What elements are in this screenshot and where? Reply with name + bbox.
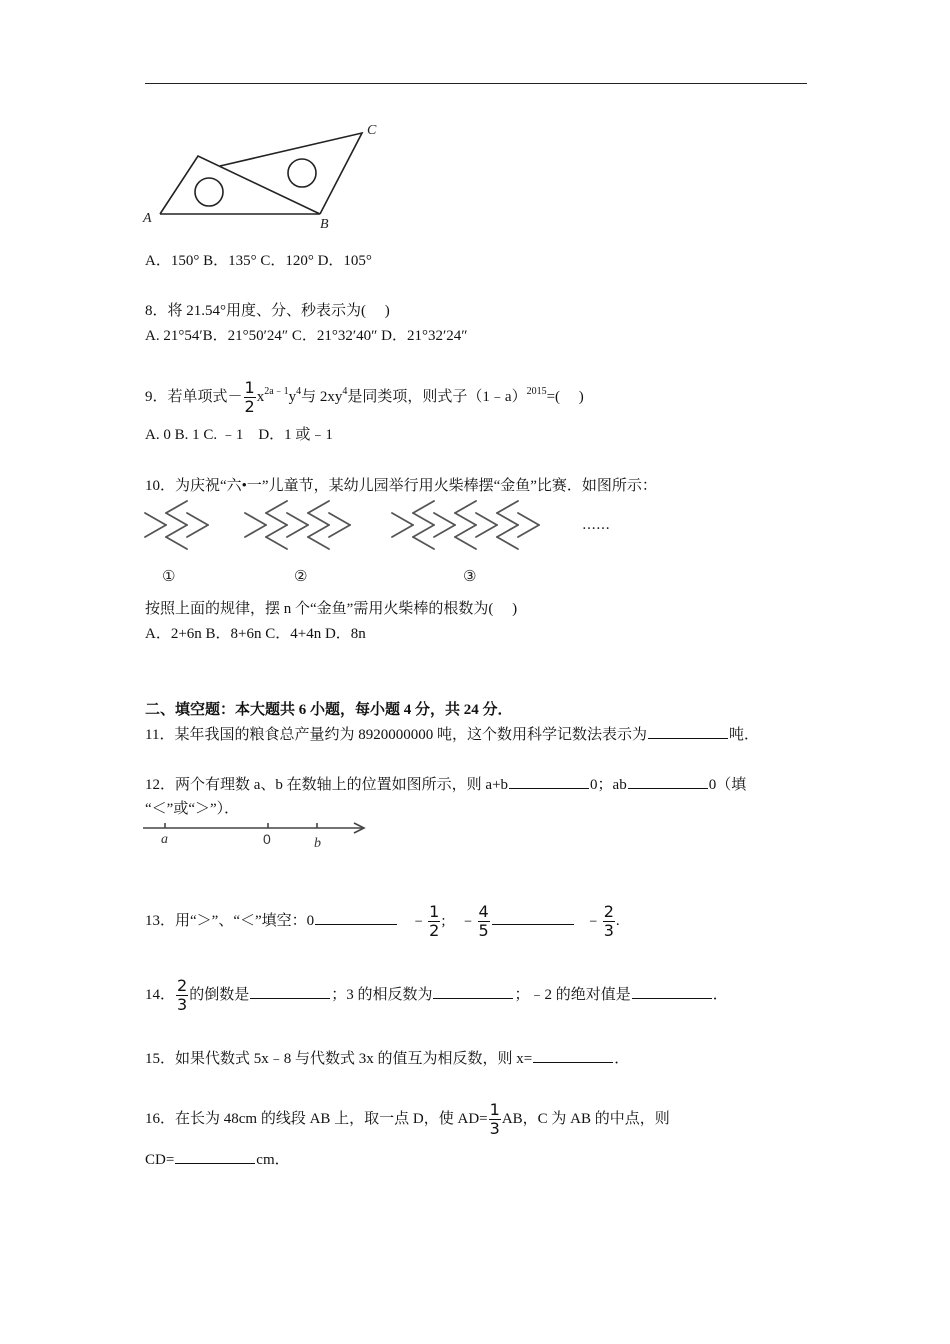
- q16-line2: CD= cm．: [145, 1149, 290, 1170]
- q8-options: A. 21°54′B．21°50′24″ C．21°32′40″ D．21°32′24″: [145, 328, 468, 344]
- label-c: C: [367, 123, 377, 138]
- q11-blank[interactable]: [648, 724, 728, 739]
- q14-fraction: $\frac{2}{3}$: [177, 976, 188, 1015]
- matchstick-figure: [140, 495, 640, 590]
- q14-blank-2[interactable]: [433, 984, 513, 999]
- q10-rule: 按照上面的规律，摆 n 个“金鱼”需用火柴棒的根数为( ): [145, 601, 518, 617]
- axis-label-0: 0: [263, 831, 271, 847]
- q14-blank-1[interactable]: [250, 984, 330, 999]
- axis-label-b: b: [314, 836, 321, 851]
- q12-blank-1[interactable]: [509, 774, 589, 789]
- q13-blank-1[interactable]: [315, 910, 397, 925]
- triangle-figure: [140, 118, 390, 233]
- label-a: A: [143, 211, 152, 226]
- axis-label-a: a: [161, 832, 168, 847]
- q13-fraction-2: $\frac{4}{5}$: [478, 902, 489, 941]
- q11: 11．某年我国的粮食总产量约为 8920000000 吨，这个数用科学记数法表示为 吨．: [145, 724, 759, 745]
- q8-stem: 8．将 21.54°用度、分、秒表示为( ): [145, 303, 390, 319]
- fish-2: [245, 501, 350, 549]
- dots: ……: [582, 517, 610, 533]
- fig-label-3: ③: [463, 567, 477, 585]
- q16-line1: 16．在长为 48cm 的线段 AB 上，取一点 D，使 AD= $\frac{1}{3}$ AB，C 为 AB 的中点，则: [145, 1100, 670, 1139]
- q9-prefix: 9．若单项式－: [145, 389, 243, 405]
- q10-stem: 10．为庆祝“六•一”儿童节，某幼儿园举行用火柴棒摆“金鱼”比赛．如图所示：: [145, 478, 657, 494]
- fish-3: [392, 501, 539, 549]
- q16-fraction: $\frac{1}{3}$: [489, 1100, 500, 1139]
- fish-1: [145, 501, 208, 549]
- q9-fraction: $\frac{1}{2}$: [244, 378, 255, 417]
- q12-line2: “＜”或“＞”）．: [145, 801, 240, 817]
- q14: 14． $\frac{2}{3}$ 的倒数是 ；3 的相反数为 ；﹣2 的绝对值是 ．: [145, 976, 728, 1015]
- hole-right: [288, 159, 316, 187]
- q15-blank[interactable]: [533, 1048, 613, 1063]
- q16-blank[interactable]: [175, 1149, 255, 1164]
- q9-options: A. 0 B. 1 C. ﹣1 D．1 或﹣1: [145, 427, 333, 443]
- q15: 15．如果代数式 5x﹣8 与代数式 3x 的值互为相反数，则 x= ．: [145, 1048, 629, 1069]
- fig-label-1: ①: [162, 567, 176, 585]
- q13: 13．用“＞”、“＜”填空：0 ﹣ $\frac{1}{2}$ ; ﹣ $\frac{4}{5}$ ﹣ $\frac{2}{3}$ .: [145, 902, 620, 941]
- hole-left: [195, 178, 223, 206]
- header-rule: [145, 83, 807, 84]
- q13-fraction-3: $\frac{2}{3}$: [603, 902, 614, 941]
- triangle-right: [220, 133, 362, 214]
- q12-line1: 12．两个有理数 a、b 在数轴上的位置如图所示，则 a+b 0；ab 0（填: [145, 774, 746, 795]
- q10-options: A．2+6n B．8+6n C．4+4n D．8n: [145, 626, 366, 642]
- q13-blank-2[interactable]: [492, 910, 574, 925]
- fig-label-2: ②: [294, 567, 308, 585]
- q14-blank-3[interactable]: [632, 984, 712, 999]
- section-heading: 二、填空题：本大题共 6 小题，每小题 4 分，共 24 分．: [145, 702, 513, 718]
- q7-options: A．150° B．135° C．120° D．105°: [145, 253, 372, 269]
- number-line: [140, 818, 380, 852]
- q12-blank-2[interactable]: [628, 774, 708, 789]
- label-b: B: [320, 217, 329, 232]
- q9-stem: 9．若单项式－ $\frac{1}{2}$ $x^{2a﹣1}y^4$与 $2xy^4$是同类项，则式子（1﹣a）$^{2015}$=( ): [145, 378, 584, 417]
- q13-fraction-1: $\frac{1}{2}$: [429, 902, 440, 941]
